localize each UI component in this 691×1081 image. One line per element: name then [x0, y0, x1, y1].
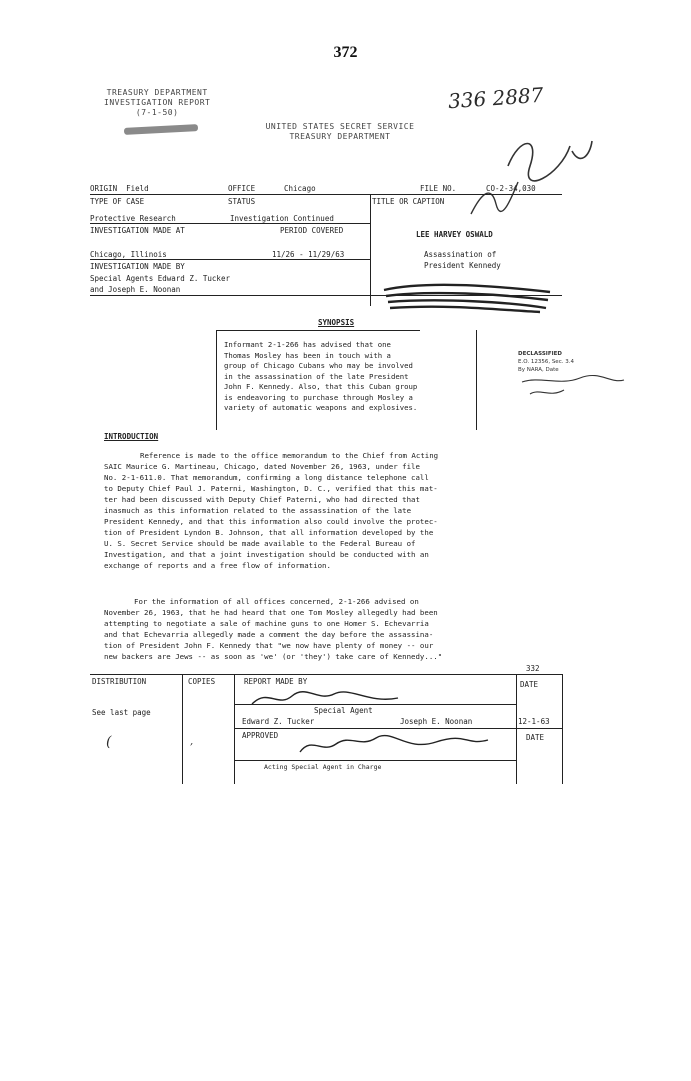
subject-line-3: President Kennedy	[424, 261, 501, 270]
made-by-label: INVESTIGATION MADE BY	[90, 262, 185, 271]
approved-sub-label: Acting Special Agent in Charge	[264, 763, 382, 771]
margin-mark-left: (	[106, 734, 112, 750]
declassified-stamp	[518, 350, 574, 374]
page-number: 372	[333, 44, 358, 61]
date-label: DATE	[520, 680, 539, 689]
form-agency-line: TREASURY DEPARTMENT	[106, 88, 208, 97]
distribution-label: DISTRIBUTION	[92, 677, 147, 686]
redaction-mark	[124, 124, 198, 135]
form-header-left	[104, 88, 210, 118]
introduction-heading: INTRODUCTION	[104, 432, 159, 441]
stamp-handwriting	[520, 372, 630, 402]
declassified-line-3: By NARA, Date	[518, 367, 559, 373]
agent-name-noonan: Joseph E. Noonan	[400, 717, 473, 726]
synopsis-heading: SYNOPSIS	[318, 318, 355, 327]
report-made-by-label: REPORT MADE BY	[244, 677, 308, 686]
investigation-at-label: INVESTIGATION MADE AT	[90, 226, 185, 235]
approved-label: APPROVED	[242, 731, 279, 740]
office-label: OFFICE	[228, 184, 256, 193]
agent-name-tucker: Edward Z. Tucker	[242, 717, 315, 726]
file-no-label: FILE NO.	[420, 184, 457, 193]
declassified-line-2: E.O. 12356, Sec. 3.4	[518, 359, 574, 365]
see-last-page: See last page	[92, 708, 151, 717]
copies-label: COPIES	[188, 677, 216, 686]
status-label: STATUS	[228, 197, 256, 206]
declassified-line-1: DECLASSIFIED	[518, 351, 562, 357]
special-agent-label: Special Agent	[314, 706, 373, 715]
period-covered-label: PERIOD COVERED	[280, 226, 344, 235]
margin-mark-right: ,	[190, 736, 194, 747]
form-type-line: INVESTIGATION REPORT	[104, 98, 211, 107]
approval-signature	[296, 730, 496, 760]
office-value: Chicago	[284, 184, 316, 193]
synopsis-text: Informant 2-1-266 has advised that one Thomas Mosley has been in touch with a group of Chicago Cubans who may be involved in the assassination of the late President John F. Kennedy. Also, that this Cuban group is endeavoring to purchase through Mosley a variety of automatic weapons and explosives.	[224, 340, 418, 412]
date-label-2: DATE	[526, 733, 545, 742]
file-no-value: CO-2-34,030	[486, 184, 536, 193]
body-paragraph: For the information of all offices concerned, 2-1-266 advised on November 26, 1963, that he had heard that one Tom Mosley allegedly had been attempting to negotiate a sale of machine guns to one Homer S. Echevarria and that Echevarria allegedly made a comment the day before the assassina- tion of President John F. Kennedy that "we now have plenty of money -- our new backers are Jews -- as soon as 'we' (or 'they') take care of Kennedy..."	[104, 597, 443, 661]
agents-line-2: and Joseph E. Noonan	[90, 285, 181, 294]
status-value: Investigation Continued	[230, 214, 334, 223]
origin-value: Field	[126, 184, 149, 193]
redaction-scribble	[380, 280, 560, 316]
title-caption-label: TITLE OR CAPTION	[372, 197, 445, 206]
handwritten-file-number: 336 2887	[447, 82, 545, 114]
footer-page-mark: 332	[526, 664, 540, 673]
introduction-paragraph: Reference is made to the office memorandum to the Chief from Acting SAIC Maurice G. Martineau, Chicago, dated November 26, 1963, under file No. 2-1-611.0. That memorandum, confirming a long distance telephone call to Deputy Chief Paul J. Paterni, Washington, D. C., verified that this mat- ter had been discussed with Deputy Chief Paterni, who had directed that inasmuch as this information related to the assassination of the late President Kennedy, and that this information also could involve the protec- tion of President Lyndon B. Johnson, that all information developed by the U. S. Secret Service should be made available to the Federal Bureau of Investigation, and that a joint investigation should be conducted with an exchange of reports and a free flow of information.	[104, 451, 439, 570]
period-covered-value: 11/26 - 11/29/63	[272, 250, 345, 259]
agency-name: UNITED STATES SECRET SERVICE	[265, 122, 415, 131]
agents-line-1: Special Agents Edward Z. Tucker	[90, 274, 230, 283]
investigation-location: Chicago, Illinois	[90, 250, 167, 259]
report-date: 12-1-63	[518, 717, 550, 726]
type-of-case-value: Protective Research	[90, 214, 176, 223]
form-number: (7-1-50)	[135, 108, 179, 117]
form-header-center	[254, 122, 426, 142]
subject-line-2: Assassination of	[424, 250, 497, 259]
department-name: TREASURY DEPARTMENT	[289, 132, 391, 141]
handwritten-initials	[466, 174, 526, 224]
origin-label: ORIGIN Field	[90, 184, 149, 193]
type-of-case-label: TYPE OF CASE	[90, 197, 145, 206]
subject-name: LEE HARVEY OSWALD	[416, 230, 493, 239]
